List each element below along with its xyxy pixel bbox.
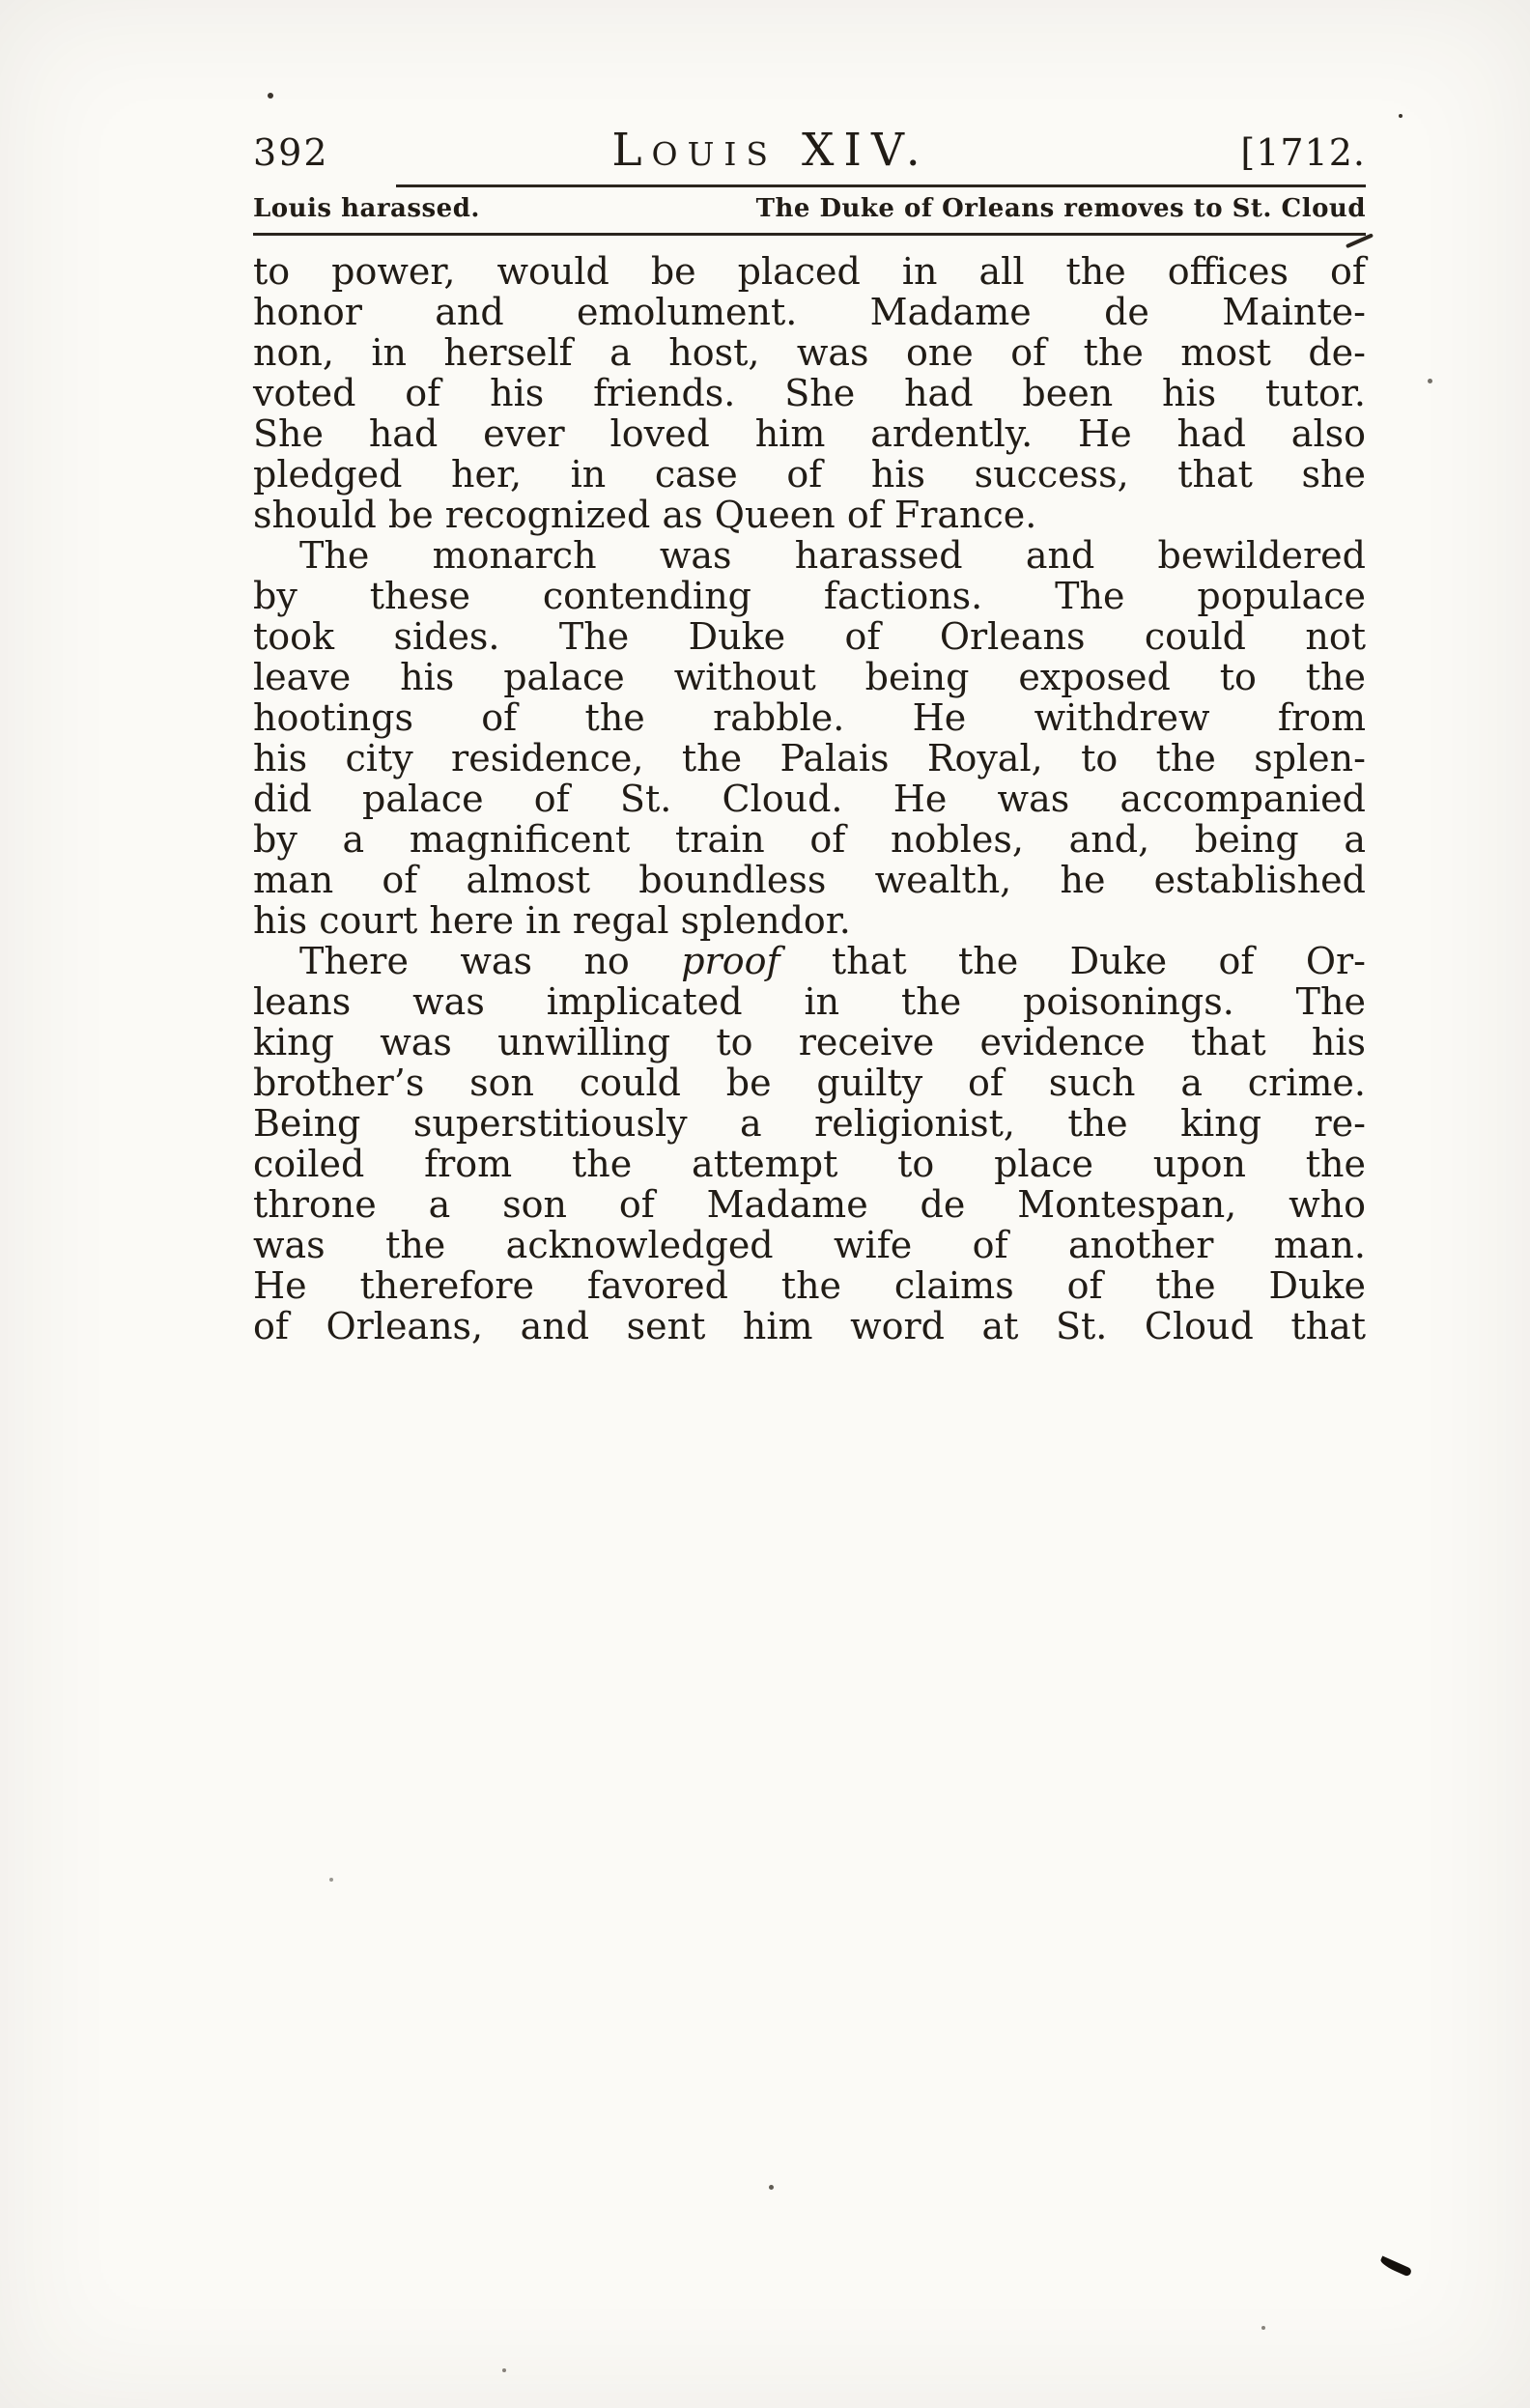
text-line xyxy=(253,1062,1366,1103)
book-title: Louis XIV. xyxy=(611,124,930,177)
text-segment: was the acknowledged wife of another man. xyxy=(253,1224,1366,1266)
text-line xyxy=(253,535,1366,576)
text-line xyxy=(253,332,1366,373)
text-segment: throne a son of Madame de Montespan, who xyxy=(253,1183,1366,1226)
scan-speck xyxy=(329,1878,333,1882)
text-line xyxy=(253,941,1366,981)
text-line xyxy=(253,1306,1366,1346)
text-segment: leave his palace without being exposed to the xyxy=(253,656,1366,698)
page-header xyxy=(253,124,1366,177)
text-segment: Being superstitiously a religionist, the king re- xyxy=(253,1102,1366,1145)
pen-mark xyxy=(1379,2255,1413,2277)
text-segment: There was no xyxy=(299,940,682,982)
text-line xyxy=(253,779,1366,819)
text-line xyxy=(253,576,1366,616)
scan-speck xyxy=(1261,2326,1265,2330)
text-segment: man of almost boundless wealth, he established xyxy=(253,859,1366,901)
text-segment: coiled from the attempt to place upon the xyxy=(253,1143,1366,1185)
running-head-left: Louis harassed. xyxy=(253,194,480,223)
text-line xyxy=(253,1103,1366,1144)
scan-speck xyxy=(1428,379,1432,383)
text-segment: pledged her, in case of his success, that she xyxy=(253,453,1366,496)
text-line xyxy=(253,860,1366,900)
text-line xyxy=(253,1225,1366,1265)
text-segment: by a magnificent train of nobles, and, being a xyxy=(253,818,1366,861)
text-segment: of Orleans, and sent him word at St. Cloud that xyxy=(253,1305,1366,1347)
text-line xyxy=(253,981,1366,1022)
running-head-right: The Duke of Orleans removes to St. Cloud xyxy=(755,194,1366,223)
text-line xyxy=(253,657,1366,697)
paragraph xyxy=(253,251,1366,535)
text-line xyxy=(253,454,1366,495)
text-line xyxy=(253,1144,1366,1184)
text-line xyxy=(253,373,1366,413)
text-segment: hootings of the rabble. He withdrew from xyxy=(253,696,1366,739)
text-segment: The monarch was harassed and bewildered xyxy=(299,534,1366,577)
text-segment: leans was implicated in the poisonings. The xyxy=(253,980,1366,1023)
text-line xyxy=(253,616,1366,657)
text-segment: She had ever loved him ardently. He had also xyxy=(253,412,1366,455)
text-segment: did palace of St. Cloud. He was accompanied xyxy=(253,778,1366,820)
scan-speck xyxy=(1399,114,1402,118)
paragraph xyxy=(253,535,1366,941)
text-line xyxy=(253,738,1366,779)
text-segment: should be recognized as Queen of France. xyxy=(253,494,1037,536)
text-line xyxy=(253,1184,1366,1225)
text-line xyxy=(253,251,1366,292)
scan-speck xyxy=(268,93,273,99)
page-number: 392 xyxy=(253,131,329,174)
paragraph xyxy=(253,941,1366,1346)
text-segment: voted of his friends. She had been his tutor. xyxy=(253,372,1366,414)
scan-speck xyxy=(769,2185,774,2190)
text-segment: king was unwilling to receive evidence that his xyxy=(253,1021,1366,1063)
italic-text: proof xyxy=(681,940,780,982)
text-column xyxy=(253,124,1366,1346)
header-year: [1712. xyxy=(1240,131,1366,174)
text-line xyxy=(253,900,1366,941)
text-segment: honor and emolument. Madame de Mainte- xyxy=(253,291,1366,333)
text-line xyxy=(253,697,1366,738)
running-head xyxy=(253,186,1366,236)
body-text xyxy=(253,251,1366,1346)
text-segment: by these contending factions. The populace xyxy=(253,575,1366,617)
text-segment: to power, would be placed in all the offices of xyxy=(253,250,1366,293)
text-segment: his court here in regal splendor. xyxy=(253,899,851,942)
text-segment: that the Duke of Or- xyxy=(779,940,1367,982)
text-line xyxy=(253,413,1366,454)
text-line xyxy=(253,1022,1366,1062)
text-segment: brother’s son could be guilty of such a crime. xyxy=(253,1062,1366,1104)
text-segment: took sides. The Duke of Orleans could not xyxy=(253,615,1366,658)
text-line xyxy=(253,292,1366,332)
text-line xyxy=(253,1265,1366,1306)
rule-swash xyxy=(1346,233,1374,248)
text-line xyxy=(253,819,1366,860)
text-segment: He therefore favored the claims of the Duke xyxy=(253,1264,1366,1307)
text-line xyxy=(253,495,1366,535)
scan-speck xyxy=(502,2368,506,2372)
text-segment: his city residence, the Palais Royal, to the splen- xyxy=(253,737,1366,779)
text-segment: non, in herself a host, was one of the most de- xyxy=(253,331,1366,374)
